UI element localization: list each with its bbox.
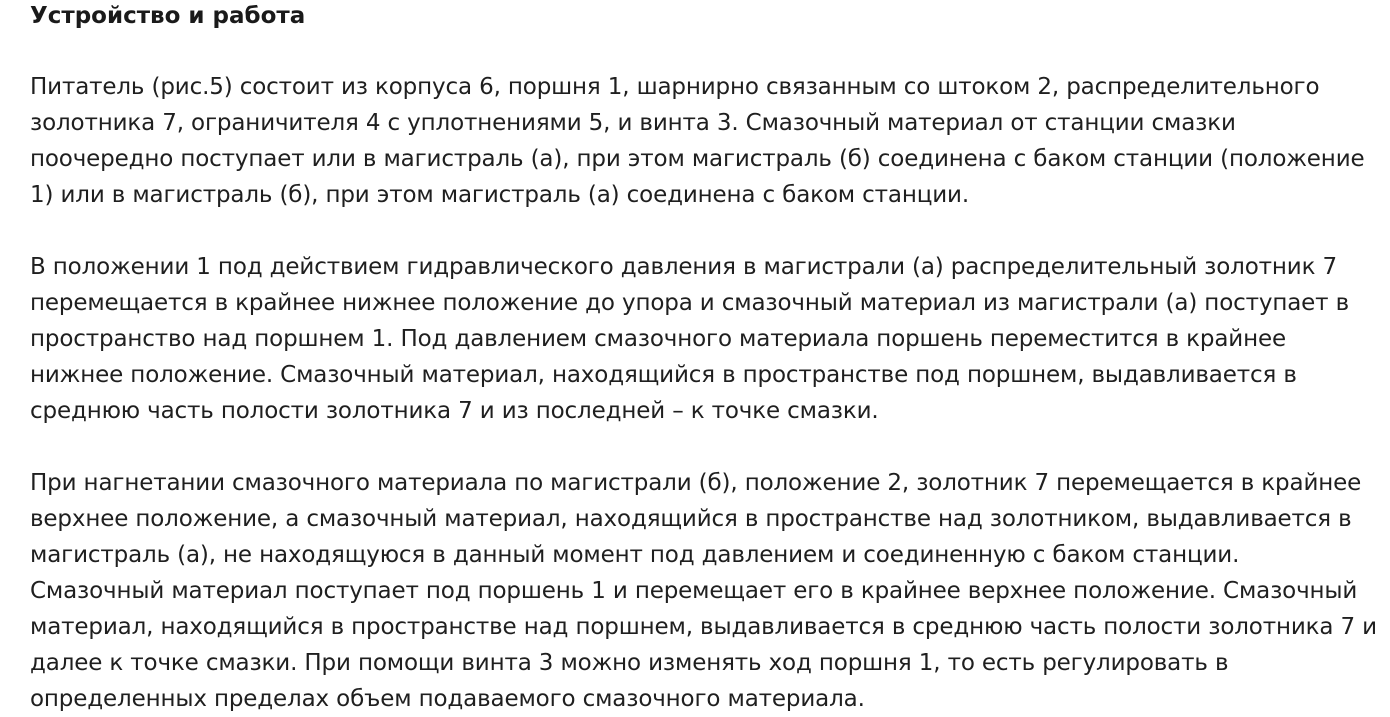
text-line: пространство над поршнем 1. Под давлением смазочного материала поршень переместится в крайнее — [30, 326, 1286, 352]
text-line: перемещается в крайнее нижнее положение до упора и смазочный материал из магистрали (а) поступает в — [30, 290, 1349, 316]
text-line: золотника 7, ограничителя 4 с уплотнениями 5, и винта 3. Смазочный материал от станции смазки — [30, 110, 1236, 136]
paragraph-device-description — [30, 69, 1365, 213]
paragraph-position-2 — [30, 465, 1377, 717]
paragraph-position-1 — [30, 249, 1349, 429]
text-line: среднюю часть полости золотника 7 и из последней – к точке смазки. — [30, 398, 879, 424]
text-line: верхнее положение, а смазочный материал, находящийся в пространстве над золотником, выдавливается в — [30, 506, 1352, 532]
text-line: В положении 1 под действием гидравлического давления в магистрали (а) распределительный золотник 7 — [30, 254, 1337, 280]
text-line: При нагнетании смазочного материала по магистрали (б), положение 2, золотник 7 перемещается в крайнее — [30, 470, 1362, 496]
text-line: нижнее положение. Смазочный материал, находящийся в пространстве под поршнем, выдавливается в — [30, 362, 1297, 388]
text-line: 1) или в магистраль (б), при этом магистраль (а) соединена с баком станции. — [30, 182, 970, 208]
text-line: далее к точке смазки. При помощи винта 3 можно изменять ход поршня 1, то есть регулировать в — [30, 650, 1229, 676]
text-line: поочередно поступает или в магистраль (а), при этом магистраль (б) соединена с баком станции (положение — [30, 146, 1365, 172]
text-line: магистраль (а), не находящуюся в данный момент под давлением и соединенную с баком станции. — [30, 542, 1240, 568]
text-line: материал, находящийся в пространстве над поршнем, выдавливается в среднюю часть полости золотника 7 и — [30, 614, 1377, 640]
text-line: определенных пределах объем подаваемого смазочного материала. — [30, 686, 865, 712]
text-line: Смазочный материал поступает под поршень 1 и перемещает его в крайнее верхнее положение. Смазочный — [30, 578, 1358, 604]
text-line: Питатель (рис.5) состоит из корпуса 6, поршня 1, шарнирно связанным со штоком 2, распределительного — [30, 74, 1320, 100]
section-heading: Устройство и работа — [30, 3, 306, 29]
